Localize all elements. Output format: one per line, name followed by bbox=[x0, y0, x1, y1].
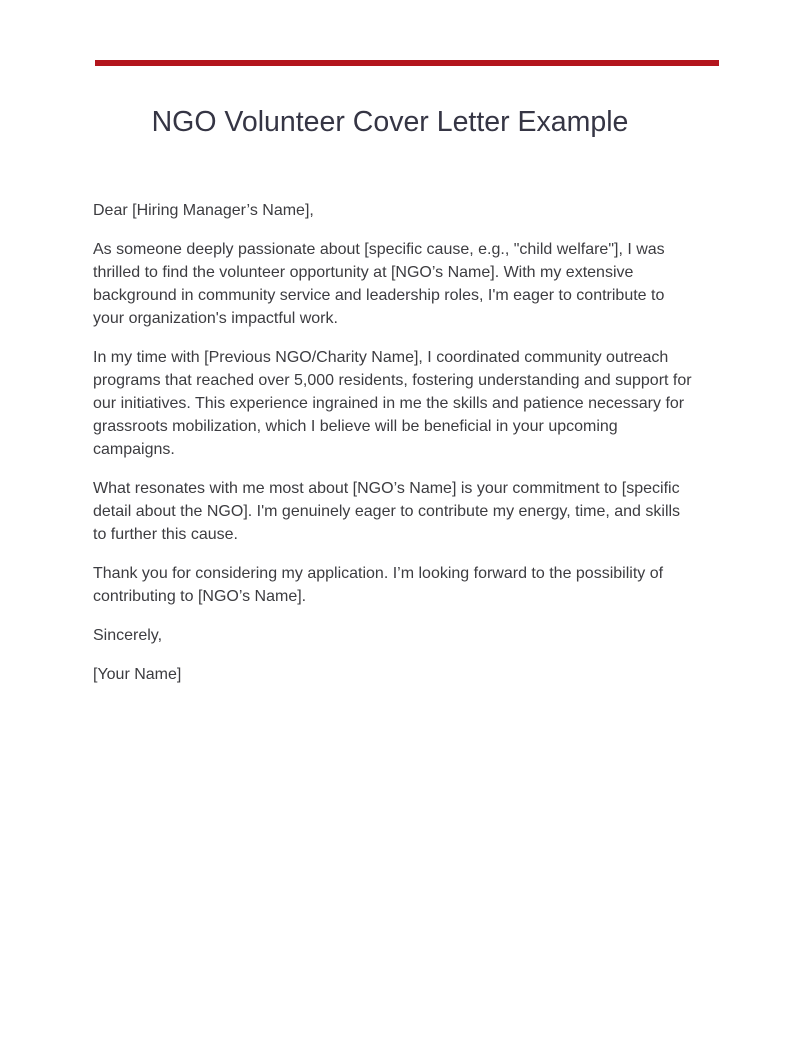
signature: [Your Name] bbox=[93, 666, 182, 683]
page-title: NGO Volunteer Cover Letter Example bbox=[151, 106, 629, 138]
paragraph-intro: As someone deeply passionate about [specific cause, e.g., "child welfare"], I was thrilled to find the volunteer opportunity at [NGO’s Name]. With my extensive background in community service and leadership roles, I'm eager to contribute to your organization's impactful work. bbox=[93, 241, 665, 327]
letter-body bbox=[93, 199, 693, 702]
paragraph-motivation: What resonates with me most about [NGO’s Name] is your commitment to [specific detail about the NGO]. I'm genuinely eager to contribute my energy, time, and skills to further this cause. bbox=[93, 480, 681, 543]
top-accent-rule bbox=[95, 60, 719, 66]
closing: Sincerely, bbox=[93, 627, 163, 644]
paragraph-thanks: Thank you for considering my application. I’m looking forward to the possibility of contributing to [NGO’s Name]. bbox=[93, 565, 664, 605]
salutation: Dear [Hiring Manager’s Name], bbox=[93, 202, 314, 219]
paragraph-experience: In my time with [Previous NGO/Charity Name], I coordinated community outreach programs that reached over 5,000 residents, fostering understanding and support for our initiatives. This experience ingrained in me the skills and patience necessary for grassroots mobilization, which I believe will be beneficial in your upcoming campaigns. bbox=[93, 349, 692, 458]
